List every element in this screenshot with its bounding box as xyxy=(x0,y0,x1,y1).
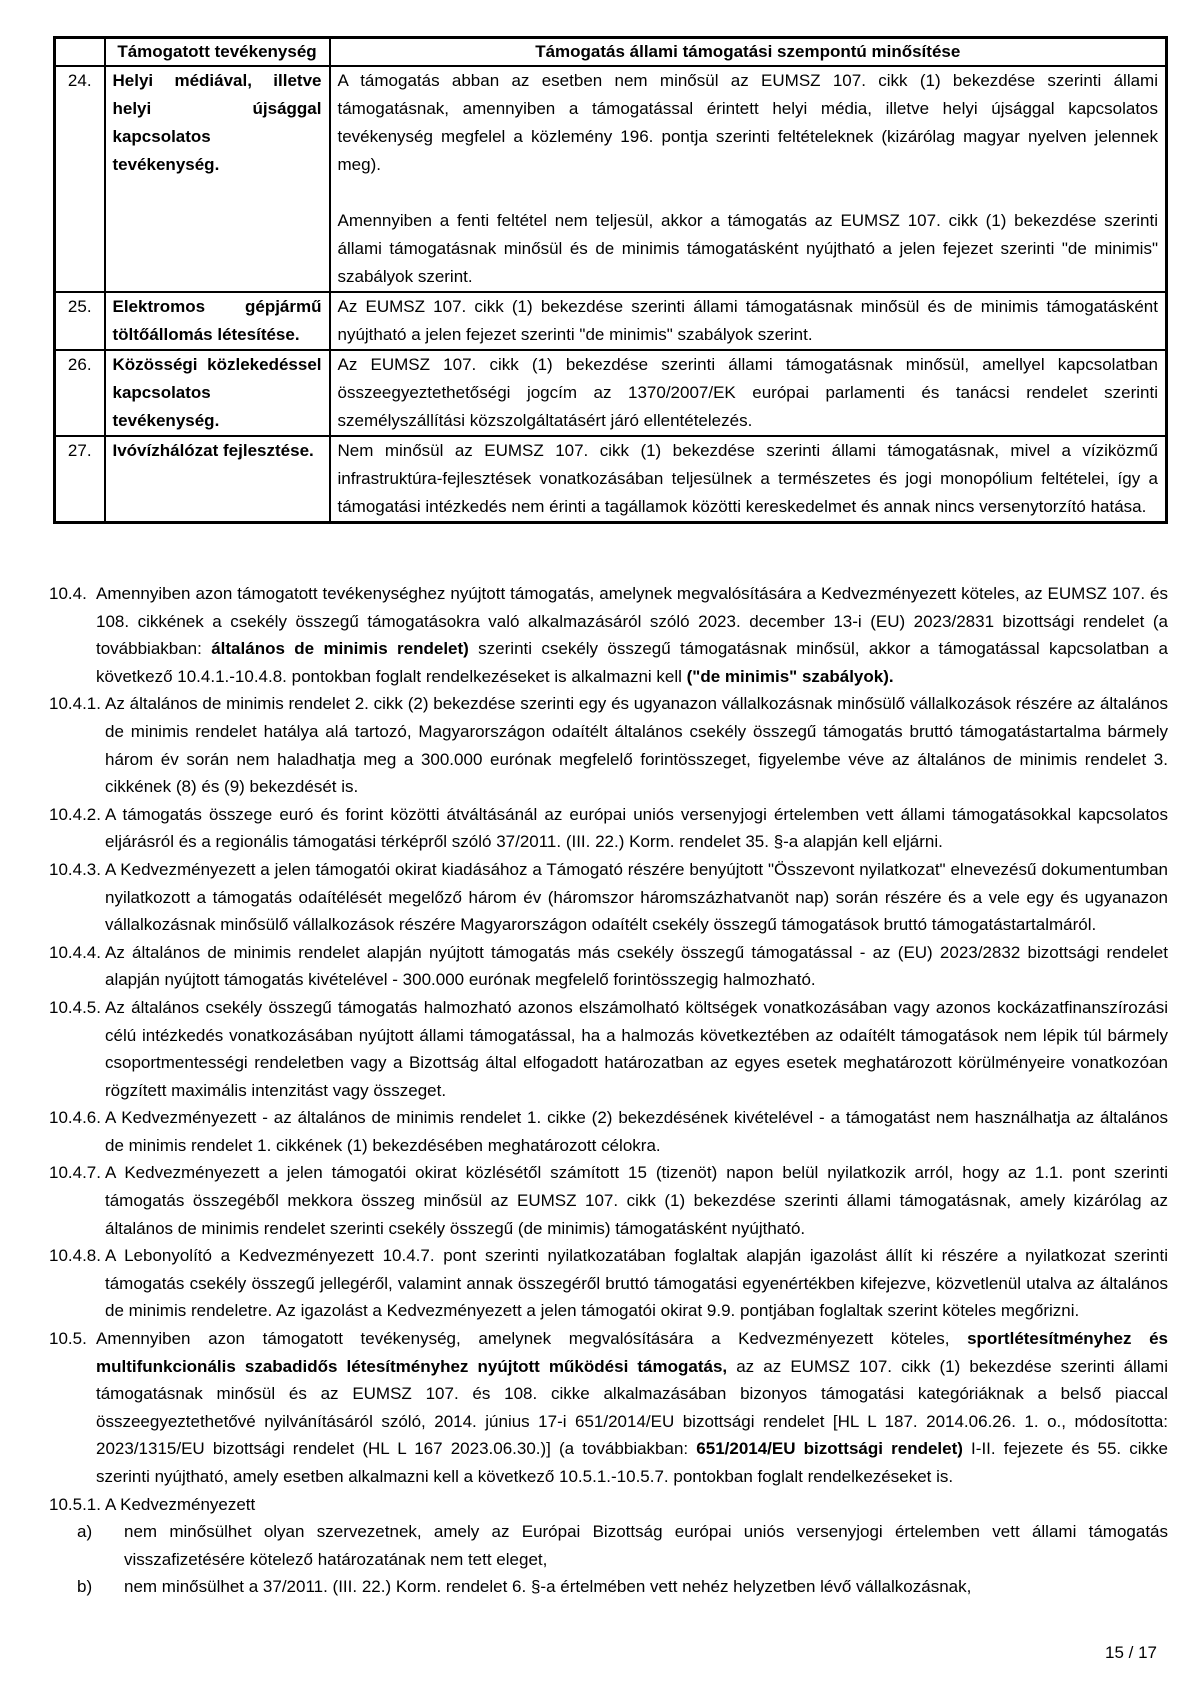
section-10-4-5 xyxy=(49,994,1168,1104)
section-text: A Lebonyolító a Kedvezményezett 10.4.7. pont szerinti nyilatkozatában foglaltak alapján igazolást állít ki részére a nyilatkozat szerinti támogatás csekély összegű jellegéről, valamint annak összegéről bruttó támogatási egyenértékben kifejezve, közvetlenül utalva az általános de minimis rendeletre. Az igazolást a Kedvezményezett a jelen támogatói okirat 9.9. pontjában foglaltak szerint köteles megőrizni. xyxy=(105,1246,1168,1321)
subitem-label: a) xyxy=(77,1522,93,1542)
table-row xyxy=(55,350,1167,436)
section-number: 10.5. xyxy=(49,1329,87,1349)
activity-cell: Ivóvízhálózat fejlesztése. xyxy=(105,436,330,523)
qualification-paragraph: Amennyiben a fenti feltétel nem teljesül, akkor a támogatás az EUMSZ 107. cikk (1) bekezdése szerinti állami támogatásnak minősül és de minimis támogatásként nyújtható a jelen fejezet szerinti "de minimis" szabályok szerint. xyxy=(337,211,1158,286)
activity-cell: Elektromos gépjármű töltőállomás létesítése. xyxy=(105,292,330,350)
section-text: Az általános de minimis rendelet 2. cikk (2) bekezdése szerinti egy és ugyanazon vállalkozásnak minősülő vállalkozások részére az általános de minimis rendelet hatálya alá tartozó, Magyarországon odaítélt általános csekély összegű támogatás bruttó támogatástartalma bármely három év során nem haladhatja meg a 300.000 eurónak megfelelő forintösszeget, figyelembe véve az általános de minimis rendelet 3. cikkének (8) és (9) bekezdését is. xyxy=(105,694,1168,797)
section-number: 10.4. xyxy=(49,584,87,603)
table-row xyxy=(55,66,1167,292)
table-header-activity: Támogatott tevékenység xyxy=(105,38,330,67)
activity-cell: Helyi médiával, illetve helyi újsággal kapcsolatos tevékenység. xyxy=(105,66,330,292)
row-number: 25. xyxy=(55,292,105,350)
section-10-4-6 xyxy=(49,1104,1168,1159)
section-number: 10.4.5. xyxy=(49,997,101,1017)
section-number: 10.4.2. xyxy=(49,804,101,824)
qualification-paragraph: Az EUMSZ 107. cikk (1) bekezdése szerinti állami támogatásnak minősül, amellyel kapcsolatban összeegyeztethetőségi jogcím az 1370/2007/EK európai parlamenti és tanácsi rendelet szerinti személyszállítási közszolgáltatásért járó ellentételezés. xyxy=(337,355,1158,430)
section-text: Amennyiben azon támogatott tevékenységhez nyújtott támogatás, amelynek megvalósítására a Kedvezményezett köteles, az EUMSZ 107. és 108. cikkének a csekély összegű támogatásokra való alkalmazásáról szóló 2023. december 13-i (EU) 2023/2831 bizottsági rendelet (a továbbiakban: általános de minimis rendelet) szerinti csekély összegű támogatásnak minősül, akkor a támogatással kapcsolatban a következő 10.4.1.-10.4.8. pontokban foglalt rendelkezéseket is alkalmazni kell ("de minimis" szabályok). xyxy=(96,584,1168,686)
row-number: 24. xyxy=(55,66,105,292)
qualification-paragraph: A támogatás abban az esetben nem minősül az EUMSZ 107. cikk (1) bekezdése szerinti állami támogatásnak, amennyiben a támogatással érintett helyi média, illetve helyi újsággal kapcsolatos tevékenység megfelel a közlemény 196. pontja szerinti feltételeknek (kizárólag magyar nyelven jelennek meg). xyxy=(337,71,1158,174)
section-text: Az általános csekély összegű támogatás halmozható azonos elszámolható költségek vonatkozásában vagy azonos kockázatfinanszírozási célú intézkedés vonatkozásában nyújtott állami támogatással, ha a halmozás következtében az odaítélt támogatások nem lépik túl bármely csoportmentességi rendeletben vagy a Bizottság által elfogadott határozatban az egyes esetek meghatározott körülményeire vonatkozóan rögzített maximális intenzitást vagy összeget. xyxy=(105,997,1168,1100)
section-number: 10.4.7. xyxy=(49,1163,101,1183)
section-number: 10.4.8. xyxy=(49,1246,101,1266)
subitem-b xyxy=(77,1573,1168,1601)
section-10-5-1 xyxy=(49,1491,1168,1519)
qualification-cell xyxy=(330,436,1167,523)
subitem-text: nem minősülhet olyan szervezetnek, amely az Európai Bizottság európai uniós versenyjogi értelemben vett állami támogatás visszafizetésére kötelező határozatának nem tett eleget, xyxy=(124,1522,1168,1569)
qualification-cell xyxy=(330,292,1167,350)
section-10-4-2 xyxy=(49,801,1168,856)
section-text: Amennyiben azon támogatott tevékenység, amelynek megvalósítására a Kedvezményezett köteles, sportlétesítményhez és multifunkcionális szabadidős létesítményhez nyújtott működési támogatás, az az EUMSZ 107. cikk (1) bekezdése szerinti állami támogatásnak minősül és az EUMSZ 107. és 108. cikke alkalmazásában bizonyos támogatási kategóriáknak a belső piaccal összeegyeztethetővé nyilvánításáról szóló, 2014. június 17-i 651/2014/EU bizottsági rendelet [HL L 187. 2014.06.26. 1. o., módosította: 2023/1315/EU bizottsági rendelet (HL L 167 2023.06.30.)] (a továbbiakban: 651/2014/EU bizottsági rendelet) I-II. fejezete és 55. cikke szerinti nyújtható, amely esetben alkalmazni kell a következő 10.5.1.-10.5.7. pontokban foglalt rendelkezéseket is. xyxy=(96,1329,1169,1486)
page-number: 15 / 17 xyxy=(1105,1643,1157,1662)
qualification-paragraph: Nem minősül az EUMSZ 107. cikk (1) bekezdése szerinti állami támogatásnak, mivel a víziközmű infrastruktúra-fejlesztések vonatkozásában teljesülnek a természetes és jogi monopólium feltételei, így a támogatási intézkedés nem érinti a tagállamok közötti kereskedelmet és annak nincs versenytorzító hatása. xyxy=(337,441,1158,516)
section-number: 10.4.4. xyxy=(49,942,101,962)
section-10-4-7 xyxy=(49,1159,1168,1242)
section-text: A támogatás összege euró és forint közötti átváltásánál az európai uniós versenyjogi értelemben vett állami támogatásokkal kapcsolatos eljárásról és a regionális támogatási térképről szóló 37/2011. (III. 22.) Korm. rendelet 35. §-a alapján kell eljárni. xyxy=(105,804,1168,852)
section-text: A Kedvezményezett - az általános de minimis rendelet 1. cikke (2) bekezdésének kivételével - a támogatást nem használhatja az általános de minimis rendelet 1. cikkének (1) bekezdésében meghatározott célokra. xyxy=(105,1108,1168,1155)
subitem-a xyxy=(77,1518,1168,1573)
section-text: A Kedvezményezett a jelen támogatói okirat kiadásához a Támogató részére benyújtott "Összevont nyilatkozat" elnevezésű dokumentumban nyilatkozott a támogatás odaítélését megelőző három év (háromszor háromszázhatvanöt nap) során részére és a vele egy és ugyanazon vállalkozásnak minősülő vállalkozások részére Magyarországon odaítélt csekély összegű támogatások bruttó támogatástartalmáról. xyxy=(105,859,1168,935)
section-10-4-1 xyxy=(49,690,1168,800)
row-number: 26. xyxy=(55,350,105,436)
section-number: 10.4.6. xyxy=(49,1108,101,1128)
numbered-sections xyxy=(49,580,1168,1601)
section-number: 10.4.3. xyxy=(49,859,101,879)
qualification-paragraph: Az EUMSZ 107. cikk (1) bekezdése szerinti állami támogatásnak minősül és de minimis támogatásként nyújtható a jelen fejezet szerinti "de minimis" szabályok szerint. xyxy=(337,297,1158,344)
section-10-4 xyxy=(49,580,1168,690)
table-row xyxy=(55,436,1167,523)
table-header-row xyxy=(55,38,1167,67)
section-number: 10.4.1. xyxy=(49,694,101,714)
table-header-qualification: Támogatás állami támogatási szempontú minősítése xyxy=(330,38,1167,67)
section-10-4-3 xyxy=(49,856,1168,939)
table-row xyxy=(55,292,1167,350)
section-10-4-8 xyxy=(49,1242,1168,1325)
section-text: Az általános de minimis rendelet alapján nyújtott támogatás más csekély összegű támogatással - az (EU) 2023/2832 bizottsági rendelet alapján nyújtott támogatás kivételével - 300.000 eurónak megfelelő forintösszegig halmozható. xyxy=(105,942,1168,990)
table-header-num xyxy=(55,38,105,67)
section-10-4-4 xyxy=(49,939,1168,994)
state-aid-qualification-table xyxy=(53,36,1168,524)
row-number: 27. xyxy=(55,436,105,523)
activity-cell: Közösségi közlekedéssel kapcsolatos tevékenység. xyxy=(105,350,330,436)
section-text: A Kedvezményezett xyxy=(105,1494,256,1514)
qualification-cell xyxy=(330,66,1167,292)
section-text: A Kedvezményezett a jelen támogatói okirat közlésétől számított 15 (tizenöt) napon belül nyilatkozik arról, hogy az 1.1. pont szerinti támogatás összegéből mekkora összeg minősül az EUMSZ 107. cikk (1) bekezdése szerinti állami támogatásnak, amely kizárólag az általános de minimis rendelet szerinti csekély összegű (de minimis) támogatásként nyújtható. xyxy=(105,1163,1168,1238)
section-number: 10.5.1. xyxy=(49,1494,101,1514)
subitem-text: nem minősülhet a 37/2011. (III. 22.) Korm. rendelet 6. §-a értelmében vett nehéz helyzetben lévő vállalkozásnak, xyxy=(124,1577,972,1597)
subitem-label: b) xyxy=(77,1577,93,1597)
section-10-5 xyxy=(49,1325,1168,1491)
qualification-cell xyxy=(330,350,1167,436)
